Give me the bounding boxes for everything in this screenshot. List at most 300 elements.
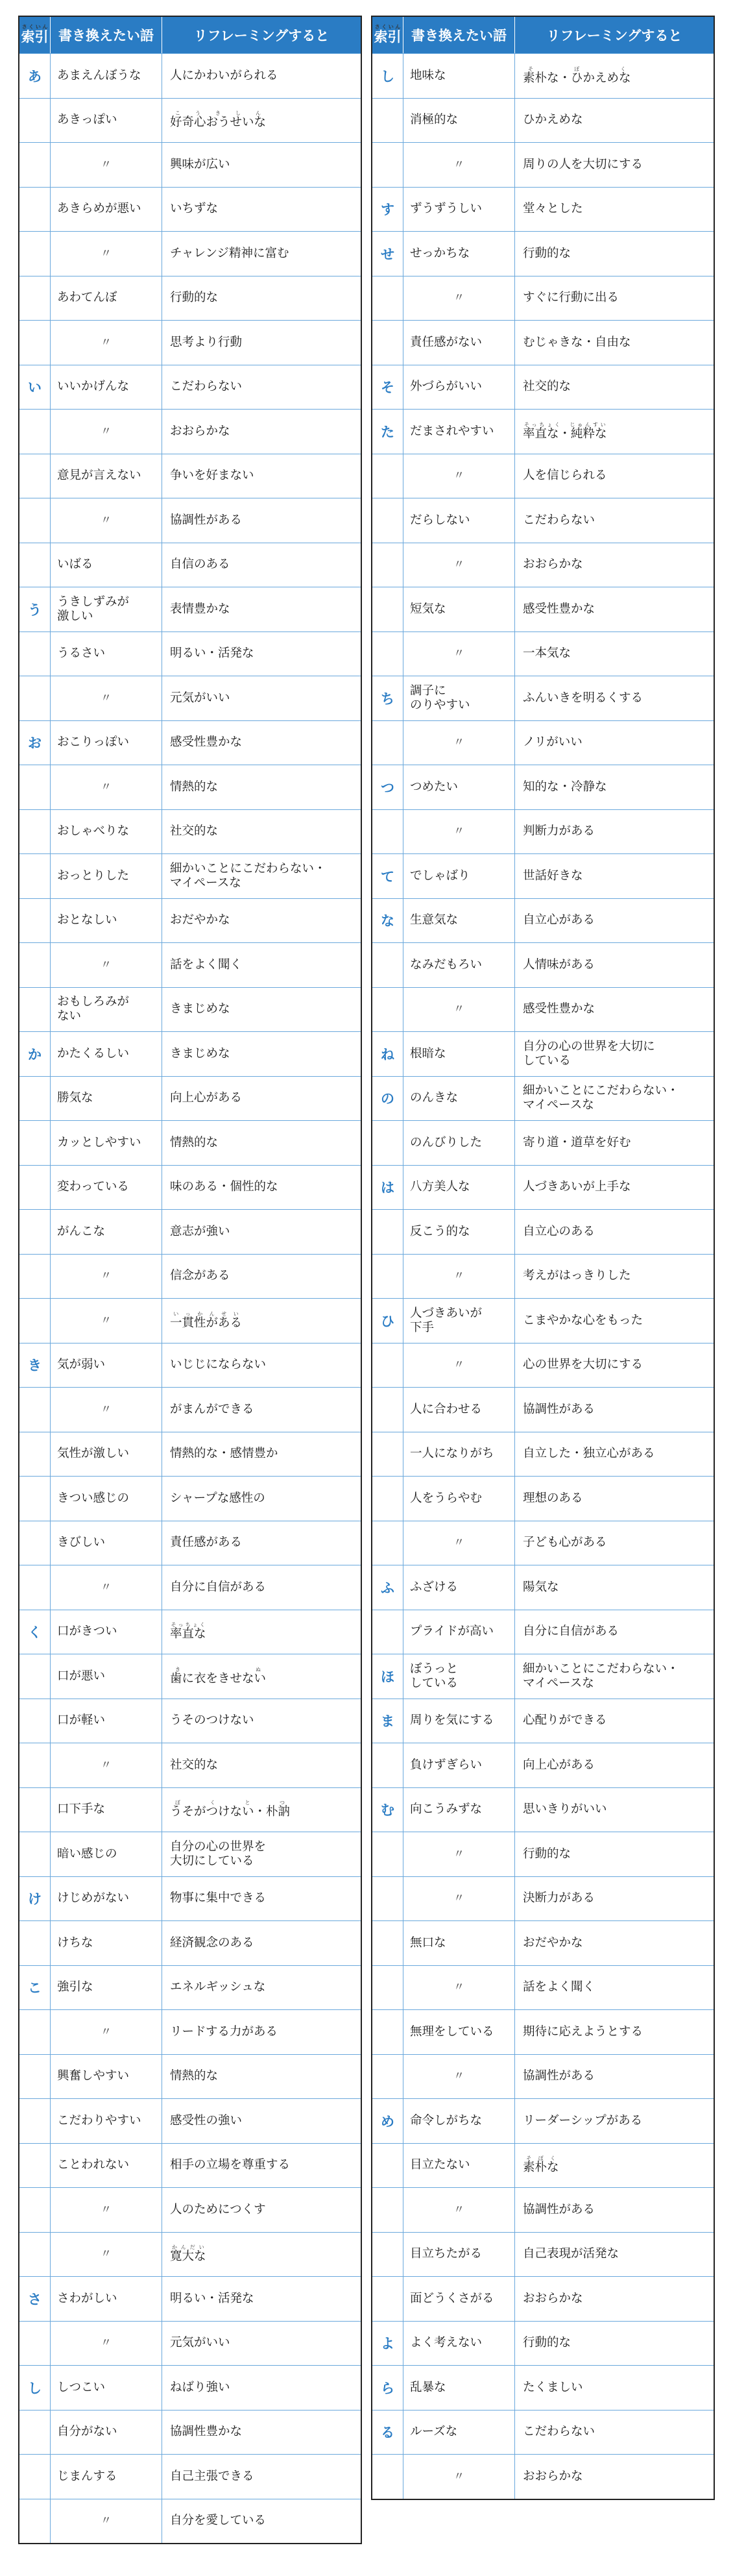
table-row (372, 1209, 714, 1254)
table-row (372, 1832, 714, 1876)
reframed-word: むじゃきな・自由な (523, 335, 631, 349)
index-letter (19, 1166, 51, 1210)
table-row (372, 1699, 714, 1743)
index-letter (19, 321, 51, 365)
original-word: おもしろみが ない (51, 988, 162, 1032)
original-word: 〃 (403, 2055, 515, 2099)
reframed-word: ノリがいい (523, 735, 583, 750)
table-row (19, 142, 361, 187)
table-row (372, 1165, 714, 1210)
index-letter (19, 1255, 51, 1299)
original-word: 生意気な (403, 899, 515, 943)
table-row (372, 1654, 714, 1699)
index-letter (372, 943, 403, 987)
index-letter: し (19, 2366, 51, 2410)
table-row (372, 1876, 714, 1921)
table-row (372, 1076, 714, 1121)
index-letter: い (19, 365, 51, 410)
index-letter (372, 1921, 403, 1965)
table-row (372, 543, 714, 587)
table-row (372, 276, 714, 321)
index-letter (19, 988, 51, 1032)
original-word: つめたい (403, 765, 515, 809)
reframed-word: 自分を愛している (170, 2514, 267, 2528)
index-letter: な (372, 899, 403, 943)
original-word: 〃 (403, 1966, 515, 2010)
original-word: あわてんぼ (51, 276, 162, 321)
table-row (19, 1165, 361, 1210)
reframed-word: 明るい・活発な (170, 646, 254, 661)
index-letter (19, 2499, 51, 2544)
table-row (19, 1876, 361, 1921)
index-letter (372, 498, 403, 543)
table-row (19, 809, 361, 854)
reframed-word: 理想のある (523, 1491, 583, 1505)
table-row (19, 1610, 361, 1654)
furigana: いっかんせい (170, 1310, 243, 1317)
table-row (372, 720, 714, 765)
reframed-word: 世話好きな (523, 868, 583, 883)
index-letter (372, 543, 403, 587)
index-letter (372, 1432, 403, 1477)
reframed-word: 好奇心おうせいなこうきしん (170, 110, 267, 130)
reframed-word: 自分に自信がある (523, 1625, 619, 1639)
index-letter (372, 1388, 403, 1432)
index-letter (19, 2144, 51, 2188)
index-letter (372, 1877, 403, 1921)
index-letter (19, 1565, 51, 1610)
reframed-word: 自立心のある (523, 1224, 595, 1238)
index-letter (372, 988, 403, 1032)
index-letter (19, 2455, 51, 2499)
reframed-word: 責任感がある (170, 1536, 243, 1550)
original-word: 暗い感じの (51, 1832, 162, 1876)
reframed-word: こだわらない (170, 380, 243, 394)
reframed-word: たくましい (523, 2380, 583, 2394)
table-row (19, 676, 361, 720)
reframed-word: こだわらない (523, 2425, 595, 2439)
original-word: ずうずうしい (403, 188, 515, 232)
reframed-word: おおらかな (523, 558, 583, 572)
original-word: うきしずみが 激しい (51, 587, 162, 632)
original-word: 目立たない (403, 2144, 515, 2188)
original-word: 消極的な (403, 99, 515, 143)
table-row (19, 498, 361, 543)
original-word: でしゃばり (403, 854, 515, 898)
index-letter (19, 99, 51, 143)
index-letter (372, 2055, 403, 2099)
reframed-word: 人を信じられる (523, 469, 607, 483)
original-word: けちな (51, 1921, 162, 1965)
original-word: 責任感がない (403, 321, 515, 365)
table-row (372, 809, 714, 854)
reframed-word: ふんいきを明るくする (523, 691, 643, 705)
reframed-word: 経済観念のある (170, 1935, 254, 1950)
index-letter: さ (19, 2277, 51, 2321)
reframed-word: 率直な・純粋なそっちょく じゅんすい (523, 421, 607, 441)
table-row (372, 1920, 714, 1965)
original-word: 目立ちたがる (403, 2233, 515, 2277)
reframed-word: 細かいことにこだわらない・ マイペースな (523, 1662, 679, 1690)
reframed-word: 情熱的な (170, 1135, 219, 1149)
original-word: 〃 (51, 1255, 162, 1299)
reframed-word: 行動的な (170, 291, 219, 305)
index-letter (372, 1121, 403, 1165)
table-row (372, 1343, 714, 1388)
reframed-word: 信念がある (170, 1269, 230, 1283)
original-word: 八方美人な (403, 1166, 515, 1210)
index-letter (372, 1210, 403, 1254)
original-word: こだわりやすい (51, 2099, 162, 2143)
index-letter: は (372, 1166, 403, 1210)
index-letter: ふ (372, 1565, 403, 1610)
original-word: 〃 (51, 943, 162, 987)
index-letter (372, 2233, 403, 2277)
reframed-word: こだわらない (523, 513, 595, 527)
reframed-word: 自己表現が活発な (523, 2247, 619, 2261)
table-row (19, 454, 361, 498)
reframed-word: 社交的な (523, 380, 571, 394)
table-row (19, 2143, 361, 2188)
reframed-word: 情熱的な (170, 2069, 219, 2083)
table-row (19, 2321, 361, 2366)
index-letter (372, 2144, 403, 2188)
original-word: しつこい (51, 2366, 162, 2410)
original-word: 口がきつい (51, 1610, 162, 1654)
original-word: 〃 (51, 143, 162, 187)
table-row (372, 632, 714, 676)
table-row (372, 942, 714, 987)
reframed-word: リーダーシップがある (523, 2113, 643, 2128)
reframed-word: おおらかな (170, 424, 230, 438)
index-letter: か (19, 1032, 51, 1076)
index-letter: む (372, 1788, 403, 1832)
reframed-word: 一貫性があるいっかんせい (170, 1310, 243, 1330)
original-word: 口が軽い (51, 1699, 162, 1743)
index-letter (372, 1343, 403, 1388)
reframed-word: 心の世界を大切にする (523, 1358, 643, 1372)
header-reframe: リフレーミングすると (193, 28, 330, 43)
original-word: 強引な (51, 1966, 162, 2010)
reframed-word: 感受性豊かな (170, 735, 243, 750)
reframed-word: 意志が強い (170, 1224, 230, 1238)
original-word: ことわれない (51, 2144, 162, 2188)
index-letter (19, 454, 51, 498)
reframed-word: 自分の心の世界を 大切にしている (170, 1839, 267, 1868)
reframed-word: 協調性がある (523, 2069, 595, 2083)
original-word: よく考えない (403, 2322, 515, 2366)
index-letter: ね (372, 1032, 403, 1076)
reframed-word: 協調性がある (523, 2202, 595, 2216)
furigana: そぼく (523, 66, 631, 72)
index-letter (372, 1477, 403, 1521)
table-row (19, 987, 361, 1032)
original-word: ぼうっと している (403, 1654, 515, 1699)
index-letter (19, 232, 51, 276)
original-word: うるさい (51, 632, 162, 676)
reframed-word: 思考より行動 (170, 335, 243, 349)
original-word: けじめがない (51, 1877, 162, 1921)
index-letter (372, 99, 403, 143)
index-letter: あ (19, 54, 51, 98)
original-word: 〃 (403, 632, 515, 676)
original-word: だまされやすい (403, 410, 515, 454)
index-letter (19, 410, 51, 454)
reframed-word: 行動的な (523, 2336, 571, 2350)
table-row (372, 2232, 714, 2277)
original-word: 〃 (403, 721, 515, 765)
reframed-word: 元気がいい (170, 2336, 230, 2350)
original-word: 〃 (403, 1343, 515, 1388)
reframed-word: うそがつけない・朴訥ぼくとつ (170, 1800, 291, 1819)
reframed-word: いちずな (170, 202, 219, 216)
reframed-word: 味のある・個性的な (170, 1180, 278, 1194)
reframed-word: 細かいことにこだわらない・ マイペースな (523, 1084, 679, 1112)
table-row (372, 142, 714, 187)
table-row (19, 320, 361, 365)
original-word: 〃 (403, 1521, 515, 1565)
header-word: 書き換えたい語 (51, 17, 162, 53)
original-word: 〃 (51, 1565, 162, 1610)
index-letter (372, 143, 403, 187)
table-row (372, 765, 714, 809)
index-letter (372, 1832, 403, 1876)
index-letter: こ (19, 1966, 51, 2010)
furigana: きぬ (170, 1666, 267, 1673)
table-row (19, 1521, 361, 1565)
index-letter: ち (372, 676, 403, 720)
original-word: 勝気な (51, 1077, 162, 1121)
table-row (19, 409, 361, 454)
index-letter: た (372, 410, 403, 454)
table-row (372, 454, 714, 498)
reframed-word: きまじめな (170, 1002, 230, 1016)
reframed-word: 自立した・独立心がある (523, 1447, 655, 1461)
furigana: こうきしん (170, 110, 267, 117)
index-letter: け (19, 1877, 51, 1921)
reframed-word: 相手の立場を尊重する (170, 2158, 291, 2172)
reframed-word: がまんができる (170, 1402, 254, 1416)
index-letter (19, 1788, 51, 1832)
index-letter (19, 1388, 51, 1432)
original-word: いばる (51, 543, 162, 587)
index-letter (372, 1521, 403, 1565)
original-word: 自分がない (51, 2410, 162, 2455)
original-word: 気が弱い (51, 1343, 162, 1388)
original-word: だらしない (403, 498, 515, 543)
table-row (372, 1298, 714, 1343)
reframed-word: 周りの人を大切にする (523, 157, 643, 171)
index-letter (19, 943, 51, 987)
index-letter (19, 1077, 51, 1121)
table-row (372, 2365, 714, 2410)
header-word: 書き換えたい語 (403, 17, 515, 53)
table-row (19, 98, 361, 143)
original-word: 調子に のりやすい (403, 676, 515, 720)
original-word: 〃 (403, 543, 515, 587)
index-letter (19, 1743, 51, 1787)
table-row (19, 2410, 361, 2455)
table-row (372, 365, 714, 410)
index-letter (19, 1699, 51, 1743)
reframed-word: 社交的な (170, 824, 219, 839)
index-letter (19, 188, 51, 232)
table-row (372, 1787, 714, 1832)
reframed-word: 子ども心がある (523, 1536, 607, 1550)
index-letter: つ (372, 765, 403, 809)
table-row (19, 187, 361, 232)
index-letter (19, 765, 51, 809)
index-letter (19, 2410, 51, 2455)
reframed-word: 表情豊かな (170, 602, 230, 616)
table-row (372, 409, 714, 454)
header-reframe: リフレーミングすると (546, 28, 682, 43)
index-letter: す (372, 188, 403, 232)
index-letter (372, 1255, 403, 1299)
reframed-word: すぐに行動に出る (523, 291, 619, 305)
reframed-word: 感受性の強い (170, 2113, 243, 2128)
table-row (19, 543, 361, 587)
table-row (19, 1654, 361, 1699)
table-row (372, 53, 714, 98)
reframed-word: ねばり強い (170, 2380, 230, 2394)
index-letter: ら (372, 2366, 403, 2410)
index-letter (19, 899, 51, 943)
original-word: のんきな (403, 1077, 515, 1121)
table-row (19, 587, 361, 632)
reframed-word: 行動的な (523, 1846, 571, 1861)
table-row (372, 587, 714, 632)
table-row (19, 1565, 361, 1610)
table-row (372, 1120, 714, 1165)
index-letter (372, 721, 403, 765)
index-letter (19, 1521, 51, 1565)
original-word: あまえんぼうな (51, 54, 162, 98)
index-letter (19, 2010, 51, 2054)
original-word: あきっぽい (51, 99, 162, 143)
table-row (19, 53, 361, 98)
reframed-word: 素朴な・ひかえめなそぼく (523, 66, 631, 85)
reframed-word: こまやかな心をもった (523, 1313, 643, 1327)
reframed-word: 一本気な (523, 646, 571, 661)
original-word: 気性が激しい (51, 1432, 162, 1477)
index-letter (19, 276, 51, 321)
reframed-word: 考えがはっきりした (523, 1269, 631, 1283)
reframed-word: 感受性豊かな (523, 1002, 595, 1016)
original-word: かたくるしい (51, 1032, 162, 1076)
reframed-word: 感受性豊かな (523, 602, 595, 616)
table-row (372, 987, 714, 1032)
original-word: 外づらがいい (403, 365, 515, 410)
reframed-word: チャレンジ精神に富む (170, 246, 289, 260)
index-letter: お (19, 721, 51, 765)
original-word: 向こうみずな (403, 1788, 515, 1832)
table-row (19, 2098, 361, 2143)
table-row (19, 853, 361, 898)
table-row (372, 320, 714, 365)
index-letter (372, 1610, 403, 1654)
table-row (19, 1298, 361, 1343)
reframed-word: 人にかわいがられる (170, 68, 278, 82)
table-row (19, 1832, 361, 1876)
table-row (19, 1343, 361, 1388)
reframed-word: 自分の心の世界を大切に している (523, 1039, 655, 1068)
index-letter: よ (372, 2322, 403, 2366)
table-row (372, 2454, 714, 2499)
original-word: 〃 (403, 1832, 515, 1876)
reframed-word: 決断力がある (523, 1891, 595, 1906)
index-letter (372, 587, 403, 632)
original-word: おとなしい (51, 899, 162, 943)
original-word: 短気な (403, 587, 515, 632)
table-row (372, 2009, 714, 2054)
reframed-word: 人づきあいが上手な (523, 1180, 631, 1194)
original-word: さわがしい (51, 2277, 162, 2321)
index-letter (19, 543, 51, 587)
original-word: 地味な (403, 54, 515, 98)
original-word: 〃 (403, 454, 515, 498)
original-word: がんこな (51, 1210, 162, 1254)
reframed-word: 人情味がある (523, 957, 595, 972)
reframed-word: 寄り道・道草を好む (523, 1135, 631, 1149)
reframed-word: 協調性豊かな (170, 2425, 243, 2439)
original-word: きびしい (51, 1521, 162, 1565)
reframed-word: 思いきりがいい (523, 1802, 607, 1817)
original-word: カッとしやすい (51, 1121, 162, 1165)
index-letter (372, 2455, 403, 2499)
table-row (19, 2454, 361, 2499)
table-row (372, 1387, 714, 1432)
table-row (19, 231, 361, 276)
table-header (19, 17, 361, 53)
index-letter (372, 321, 403, 365)
reframed-word: おおらかな (523, 2469, 583, 2483)
table-row (19, 2276, 361, 2321)
reframed-word: エネルギッシュな (170, 1980, 266, 1994)
original-word: 一人になりがち (403, 1432, 515, 1477)
table-row (372, 2187, 714, 2232)
index-letter (19, 1477, 51, 1521)
table-row (19, 1209, 361, 1254)
original-word: 〃 (403, 1255, 515, 1299)
table-row (19, 1920, 361, 1965)
index-letter (372, 810, 403, 854)
table-row (372, 2143, 714, 2188)
index-letter (372, 1743, 403, 1787)
index-letter: め (372, 2099, 403, 2143)
table-row (19, 2009, 361, 2054)
original-word: 〃 (51, 765, 162, 809)
original-word: 〃 (51, 2499, 162, 2544)
table-row (19, 2187, 361, 2232)
original-word: 意見が言えない (51, 454, 162, 498)
index-letter: ま (372, 1699, 403, 1743)
index-letter (372, 632, 403, 676)
original-word: 〃 (403, 1877, 515, 1921)
table-row (19, 1432, 361, 1477)
reframed-word: 心配りができる (523, 1713, 607, 1728)
furigana: そぼく (523, 2155, 559, 2162)
index-letter (19, 1121, 51, 1165)
reframed-word: 話をよく聞く (170, 957, 243, 972)
original-word: 乱暴な (403, 2366, 515, 2410)
original-word: きつい感じの (51, 1477, 162, 1521)
reframed-word: 争いを好まない (170, 469, 254, 483)
reframing-table-left (18, 16, 362, 2544)
table-row (372, 676, 714, 720)
table-row (372, 98, 714, 143)
reframed-word: 行動的な (523, 246, 571, 260)
